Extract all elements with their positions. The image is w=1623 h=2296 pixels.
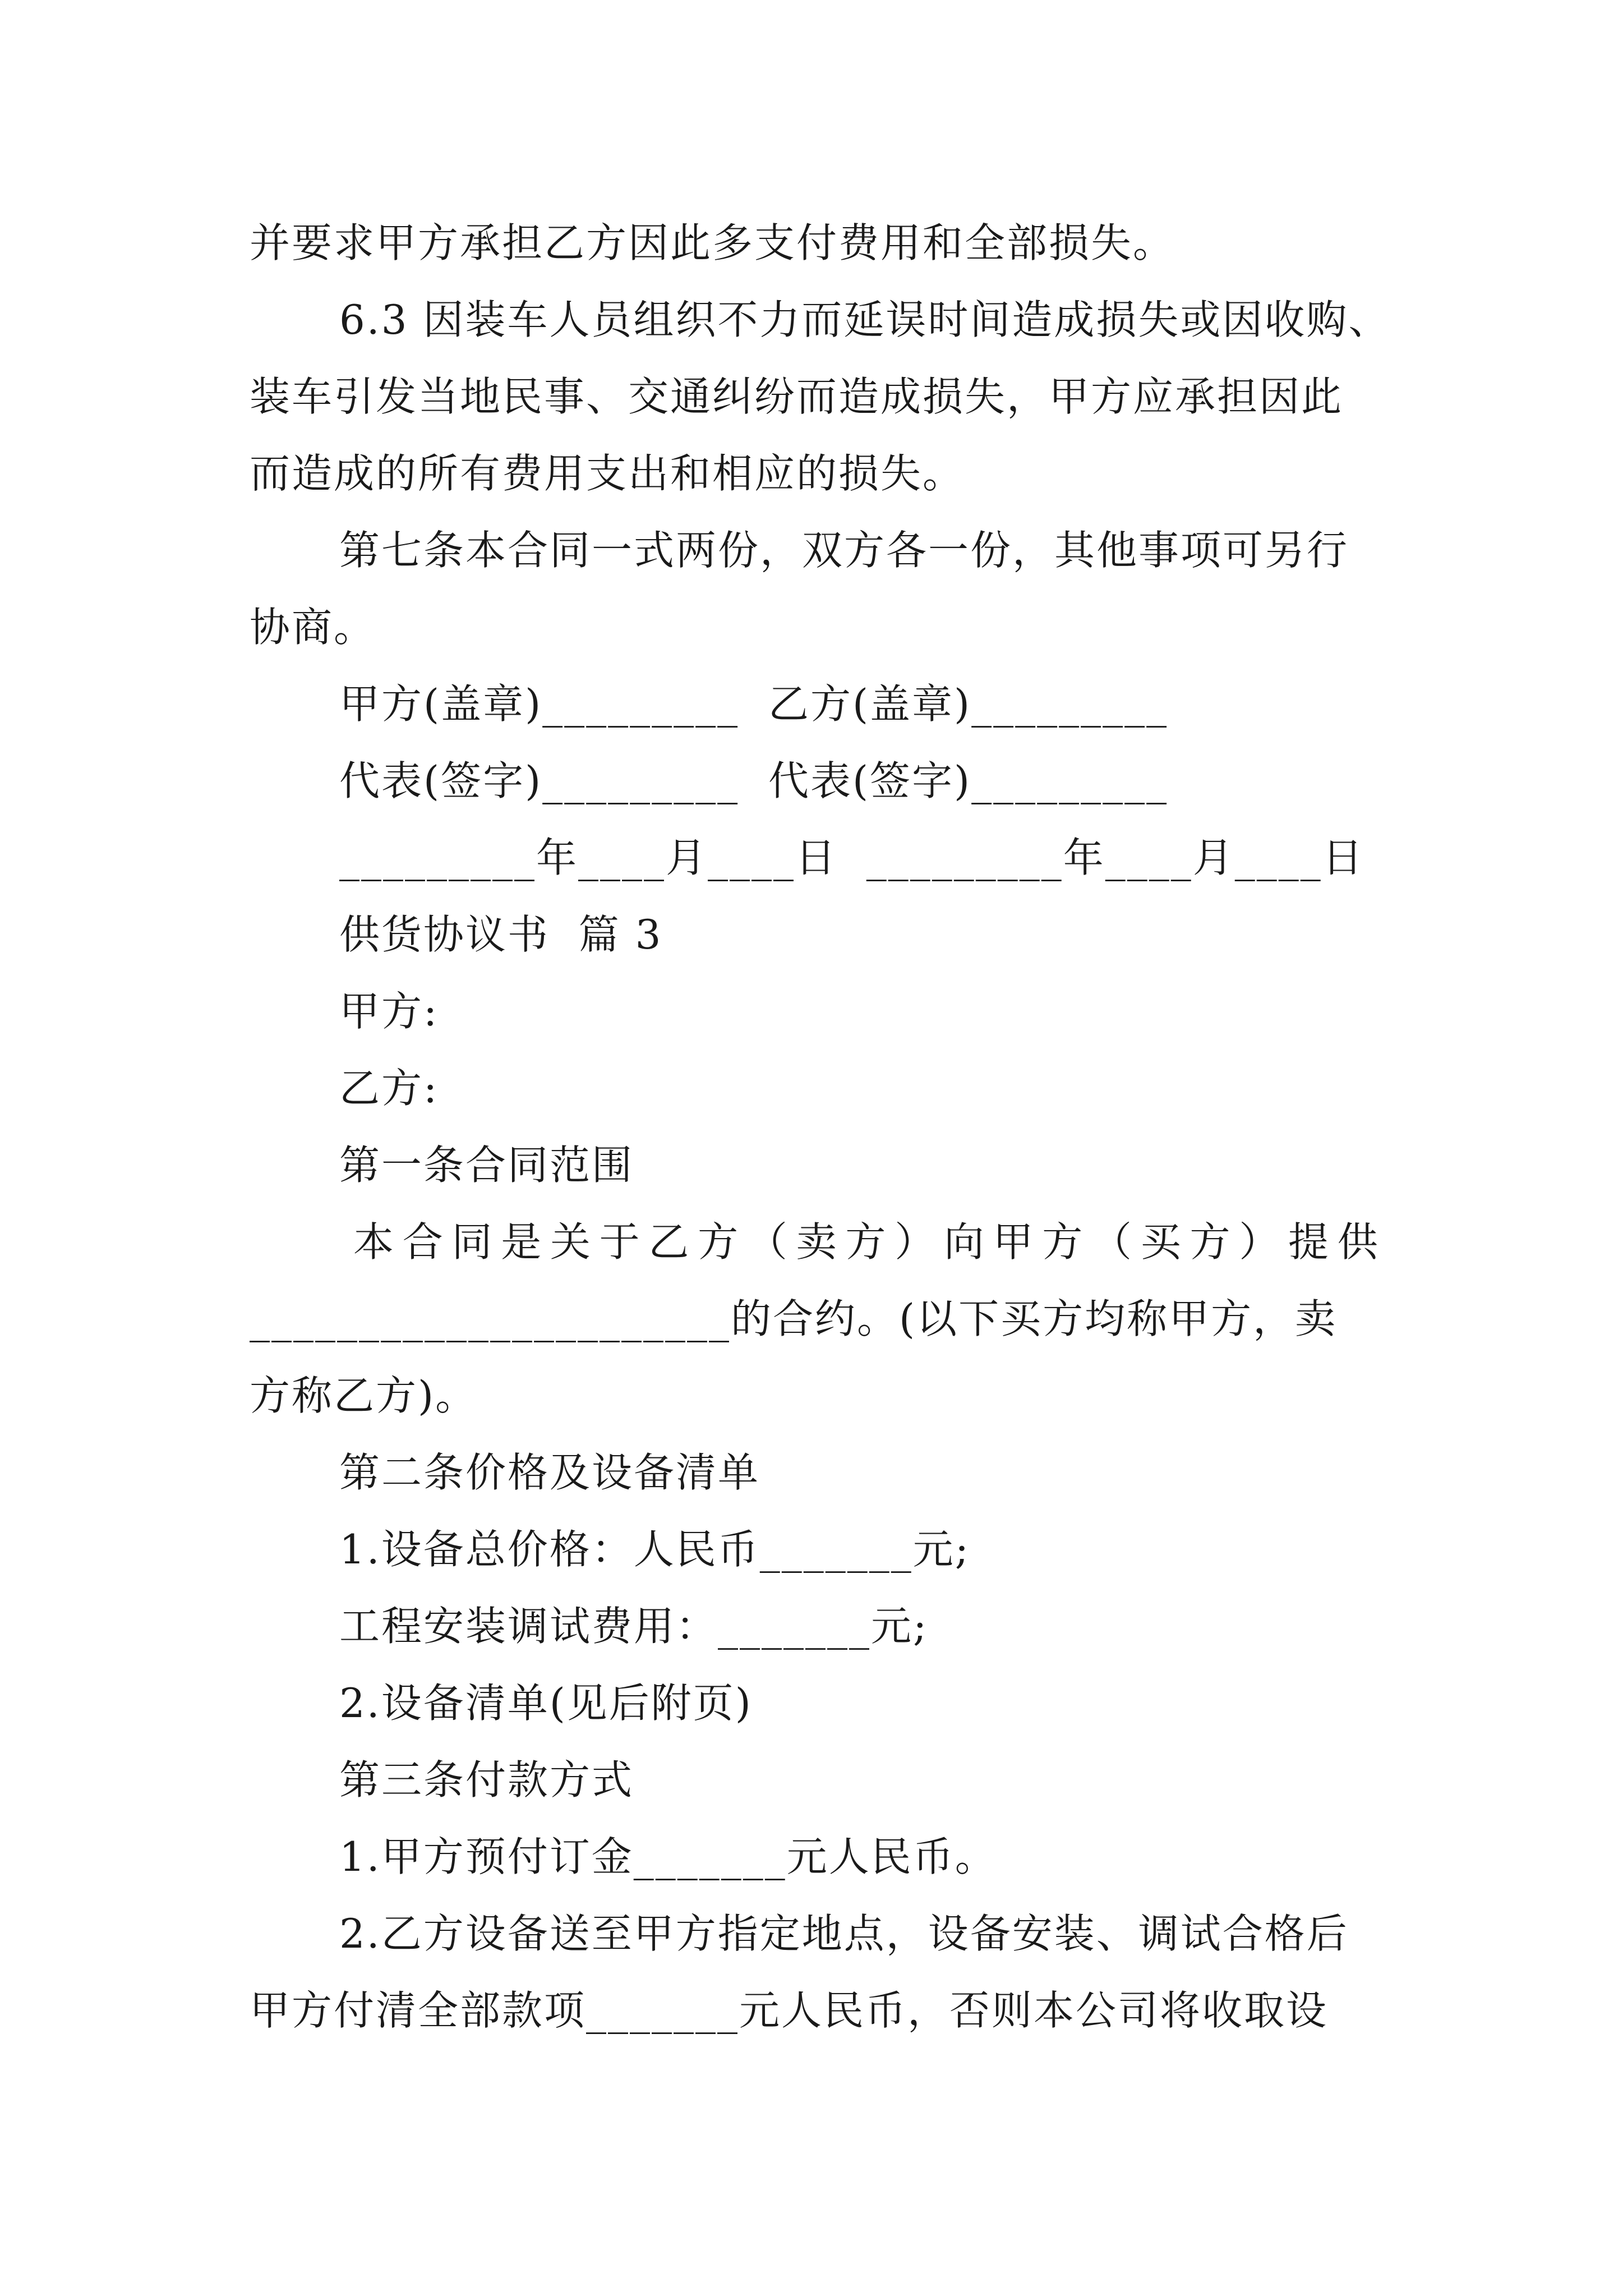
char: 本 [353, 1218, 396, 1266]
char: 乙 [648, 1218, 691, 1266]
clause-2-heading: 第二条价格及设备清单 [339, 1449, 760, 1496]
char: 供 [1337, 1218, 1380, 1266]
party-b-label: 乙方: [339, 1065, 439, 1112]
char: 合 [402, 1218, 445, 1266]
char: 卖 [796, 1218, 838, 1266]
char: 买 [1140, 1218, 1183, 1266]
clause-3-heading: 第三条付款方式 [339, 1756, 634, 1803]
date-line: _________年____月____日 _________年____月____日 [339, 834, 1364, 881]
char: ） [1239, 1218, 1281, 1266]
char: 是 [501, 1218, 543, 1266]
char: 方 [1042, 1218, 1085, 1266]
text-line: 1.甲方预付订金_______元人民币。 [339, 1833, 997, 1880]
justified-text-line [353, 1215, 1380, 1269]
text-line: 2.乙方设备送至甲方指定地点，设备安装、调试合格后 [339, 1910, 1349, 1957]
char: （ [1091, 1218, 1134, 1266]
char: 关 [550, 1218, 592, 1266]
text-line: 并要求甲方承担乙方因此多支付费用和全部损失。 [250, 219, 1175, 266]
char: 于 [599, 1218, 642, 1266]
party-a-label: 甲方: [339, 988, 439, 1035]
char: 向 [943, 1218, 986, 1266]
char: 甲 [993, 1218, 1035, 1266]
clause-7-heading: 第七条本合同一式两份，双方各一份，其他事项可另行 [339, 527, 1349, 574]
representative-sign-line: 代表(签字)_________ 代表(签字)_________ [339, 757, 1169, 804]
char: 提 [1288, 1218, 1330, 1266]
text-line: 而造成的所有费用支出和相应的损失。 [250, 450, 965, 497]
char: 同 [451, 1218, 494, 1266]
text-line: 装车引发当地民事、交通纠纷而造成损失，甲方应承担因此 [250, 373, 1344, 420]
char: ） [895, 1218, 937, 1266]
char: 方 [1189, 1218, 1232, 1266]
text-line: 工程安装调试费用：_______元; [339, 1603, 929, 1650]
clause-1-heading: 第一条合同范围 [339, 1142, 634, 1189]
text-line: 方称乙方)。 [250, 1372, 478, 1419]
text-line: 协商。 [250, 604, 376, 651]
text-line: 6.3 因装车人员组织不力而延误时间造成损失或因收购、 [339, 296, 1391, 343]
party-a-seal-line: 甲方(盖章)_________ 乙方(盖章)_________ [339, 680, 1169, 728]
section-title: 供货协议书 篇 3 [339, 911, 663, 958]
char: （ [746, 1218, 789, 1266]
text-line: ______________________的合约。(以下买方均称甲方，卖 [250, 1295, 1338, 1342]
text-line: 2.设备清单(见后附页) [339, 1680, 753, 1727]
text-line: 甲方付清全部款项_______元人民币，否则本公司将收取设 [250, 1987, 1329, 2034]
text-line: 1.设备总价格：人民币_______元; [339, 1526, 970, 1573]
char: 方 [845, 1218, 888, 1266]
char: 方 [698, 1218, 740, 1266]
